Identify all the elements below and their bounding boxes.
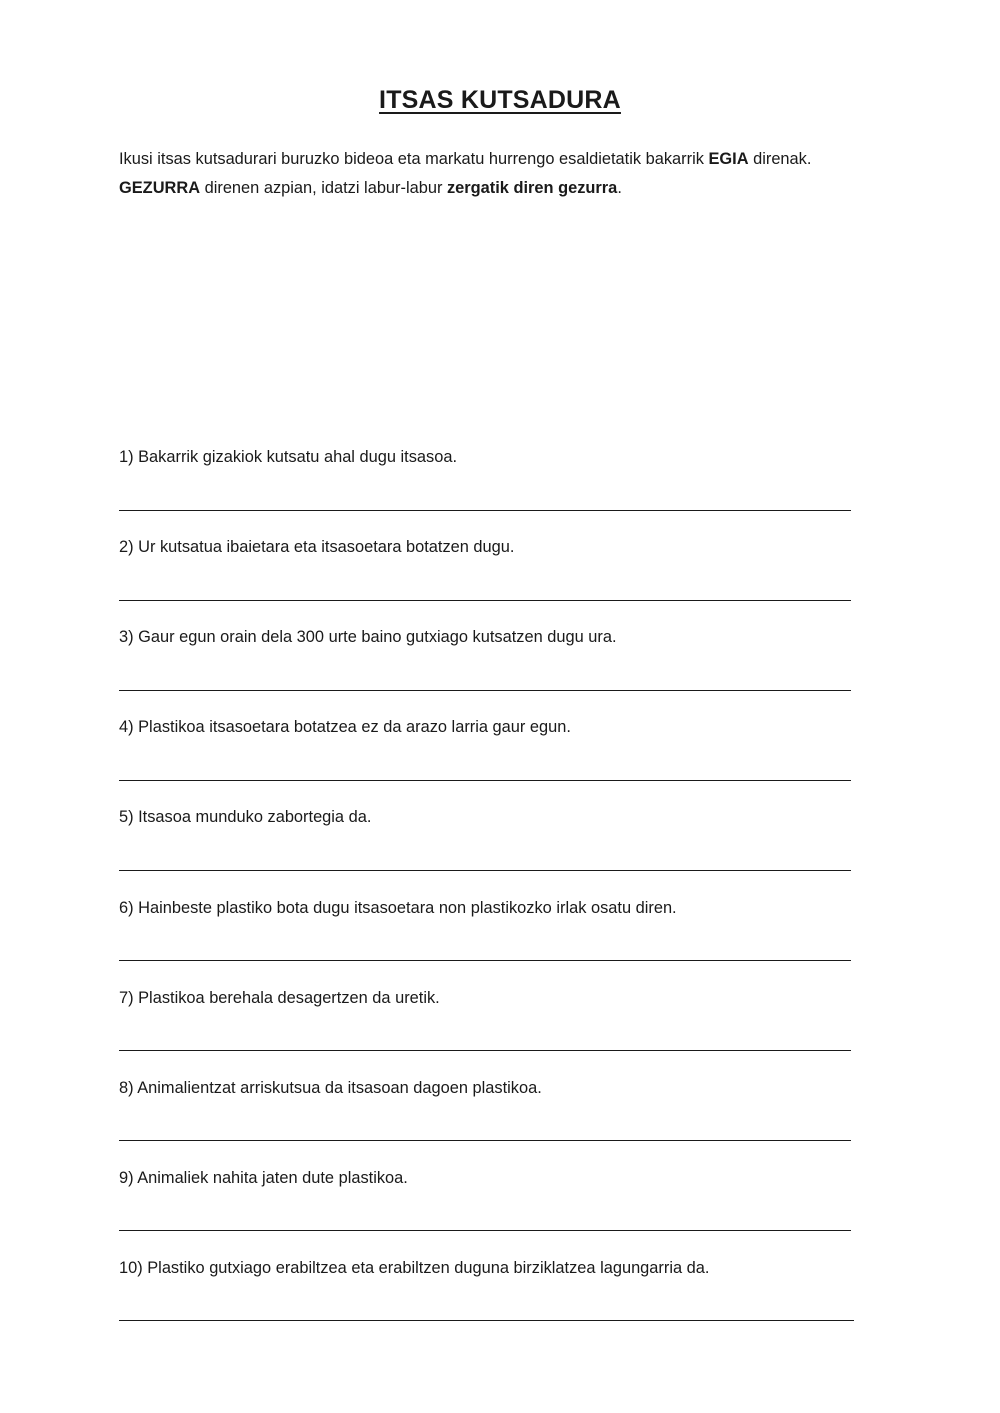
- question-7[interactable]: 7) Plastikoa berehala desagertzen da uretik.: [119, 989, 440, 1007]
- answer-line-2[interactable]: [119, 600, 851, 601]
- answer-line-1[interactable]: [119, 510, 851, 511]
- instructions-text-4: .: [617, 179, 622, 197]
- question-3[interactable]: 3) Gaur egun orain dela 300 urte baino gutxiago kutsatzen dugu ura.: [119, 628, 617, 646]
- question-10[interactable]: 10) Plastiko gutxiago erabiltzea eta erabiltzen duguna birziklatzea lagungarria da.: [119, 1259, 710, 1277]
- answer-line-7[interactable]: [119, 1050, 851, 1051]
- question-2[interactable]: 2) Ur kutsatua ibaietara eta itsasoetara botatzen dugu.: [119, 538, 515, 556]
- question-4[interactable]: 4) Plastikoa itsasoetara botatzea ez da arazo larria gaur egun.: [119, 718, 571, 736]
- answer-line-10[interactable]: [119, 1320, 854, 1321]
- instructions-text-3: direnen azpian, idatzi labur-labur: [200, 179, 447, 197]
- answer-line-4[interactable]: [119, 780, 851, 781]
- question-8[interactable]: 8) Animalientzat arriskutsua da itsasoan dagoen plastikoa.: [119, 1079, 542, 1097]
- question-5[interactable]: 5) Itsasoa munduko zabortegia da.: [119, 808, 372, 826]
- instructions-text-1: Ikusi itsas kutsadurari buruzko bideoa eta markatu hurrengo esaldietatik bakarrik: [119, 150, 709, 168]
- instructions-paragraph: [119, 145, 859, 203]
- answer-line-6[interactable]: [119, 960, 851, 961]
- question-6[interactable]: 6) Hainbeste plastiko bota dugu itsasoetara non plastikozko irlak osatu diren.: [119, 899, 677, 917]
- question-1[interactable]: 1) Bakarrik gizakiok kutsatu ahal dugu itsasoa.: [119, 448, 458, 466]
- answer-line-8[interactable]: [119, 1140, 851, 1141]
- instructions-bold-true: EGIA: [708, 150, 749, 168]
- instructions-bold-why: zergatik diren gezurra: [446, 179, 618, 197]
- answer-line-5[interactable]: [119, 870, 851, 871]
- page-title: ITSAS KUTSADURA: [379, 86, 621, 114]
- answer-line-9[interactable]: [119, 1230, 851, 1231]
- instructions-bold-false: GEZURRA: [119, 179, 201, 197]
- instructions-text-2: direnak.: [748, 150, 812, 168]
- question-9[interactable]: 9) Animaliek nahita jaten dute plastikoa.: [119, 1169, 408, 1187]
- answer-line-3[interactable]: [119, 690, 851, 691]
